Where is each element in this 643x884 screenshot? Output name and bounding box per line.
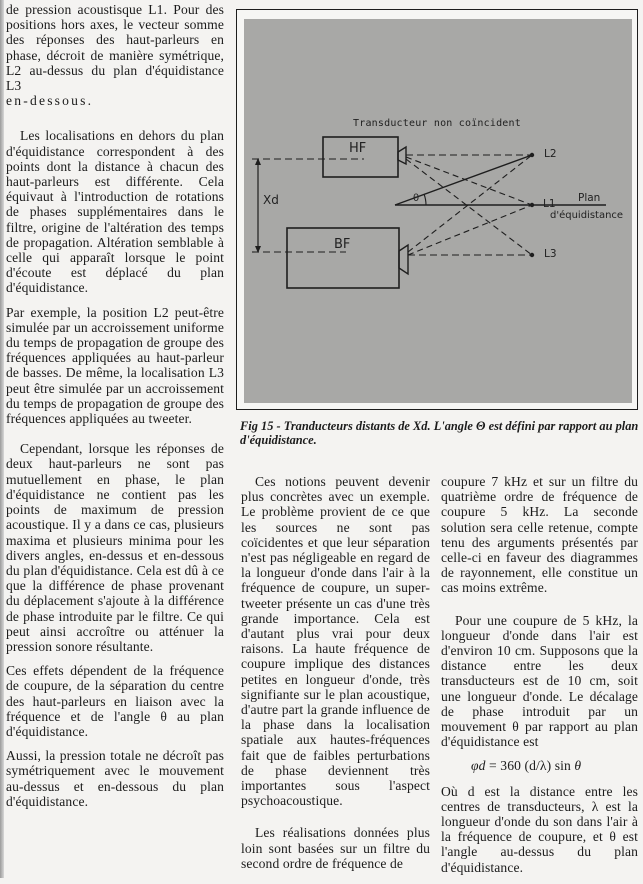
l2-label: L2: [544, 148, 557, 160]
bf-label: BF: [334, 237, 351, 252]
paragraph: Par exemple, la position L2 peut-être simulée par un accroissement uniforme du temps de propagation de groupe des fréquences appliquées au haut-parleur de basses. De même, la localisation L3 peut être simulée par un accroissement du temps de propagation de groupe des fréquences appliquées au tweeter.: [6, 304, 224, 427]
paragraph: Ces effets dépendent de la fréquence de coupure, de la séparation du centre des haut-parleurs en liaison avec la fréquence et de l'angle θ au plan d'équidistance.: [6, 663, 224, 739]
point-l2: [530, 153, 534, 157]
figure-title: Transducteur non coïncident: [353, 118, 521, 129]
point-l3: [530, 253, 534, 257]
paragraph: Ces notions peuvent devenir plus concrètes avec un exemple. Le problème provient de ce que les sources ne sont pas coïcidentes et que leur séparation n'est pas négligeable en regard de la longueur d'onde dans l'air à la fréquence de coupure, un super-tweeter présente un cas d'une très grande importance. Cela est d'autant plus vrai pour deux raisons. La haute fréquence de coupure implique des distances petites en longueur d'onde, très signifiante sur le plan acoustique, d'autre part la grande influence de la phase dans la localisation spatiale aux hautes-fréquences fait que de faibles perturbations de phase deviennent très importantes sous l'aspect psychoacoustique.: [241, 474, 430, 809]
paragraph: Les réalisations données plus loin sont basées sur un filtre du second ordre de fréquence de: [241, 825, 430, 871]
xd-text: Xd: [263, 193, 279, 207]
paragraph: en-dessous.: [6, 93, 94, 109]
text-column-right: [441, 474, 638, 884]
paragraph: Cependant, lorsque les réponses de deux haut-parleurs ne sont pas mutuellement en phase, le plan d'équidistance ne contient pas les points de maximum de pression acoustique. Il y a dans ce cas, plusieurs maxima et plusieurs minima pour les divers angles, en-dessus et en-dessous du plan d'équidistance. Cela est dû à ce que la différence de phase provenant du déplacement s'ajoute à la différence de phase introduite par le filtre. Ce qui peut ainsi accroître ou atténuer la pression sonore résultante.: [6, 441, 224, 654]
figure-15: [236, 9, 638, 410]
formula-lhs: φd: [471, 758, 486, 774]
formula-var: θ: [574, 758, 582, 774]
bf-horn: [399, 245, 408, 274]
l3-label: L3: [544, 248, 557, 260]
hf-label: HF: [349, 141, 367, 156]
page-binding-edge: [0, 0, 4, 878]
equidistance-label: d'équidistance: [550, 210, 624, 221]
figure-diagram-area: [244, 19, 632, 403]
plan-label: Plan: [578, 192, 601, 204]
paragraph: Où d est la distance entre les centres de transducteurs, λ est la longueur d'onde du son dans l'air à la fréquence de coupure, et θ est l'angle au-dessus du plan d'équidistance.: [441, 783, 638, 875]
paragraph: Pour une coupure de 5 kHz, la longueur d'onde dans l'air est d'environ 10 cm. Supposons que la distance entre les deux transducteurs est de 10 cm, soit une longueur d'onde. Le décalage de phase introduit par un mouvement θ par rapport au plan d'équidistance est: [441, 612, 638, 750]
theta-label: θ: [413, 193, 420, 204]
point-l1: [530, 203, 534, 207]
text-column-left: [6, 2, 224, 818]
phase-formula: [441, 758, 638, 773]
hf-horn: [398, 147, 406, 164]
paragraph: coupure 7 kHz et sur un filtre du quatrième ordre de fréquence de coupure 5 kHz. La seconde solution sera celle retenue, compte tenu des arguments présentés par celle-ci en faveur des diagrammes de rayonnement, elle constitue un cas moins extrême.: [441, 474, 638, 596]
paragraph: de pression acoustisque L1. Pour des positions hors axes, le vecteur somme des réponses des haut-parleurs en phase, décroit de manière symétrique, L2 au-dessus du plan d'équidistance L3: [6, 2, 224, 94]
paragraph: Aussi, la pression totale ne décroît pas symétriquement avec le mouvement au-dessus et en-dessous du plan d'équidistance.: [6, 748, 224, 809]
xd-label: [263, 193, 279, 207]
paragraph: Les localisations en dehors du plan d'équidistance correspondent à des points dont la distance à chacun des haut-parleurs est différente. Cela équivaut à l'introduction de rotations de phases supplémentaires dans le filtre, origine de l'altération des temps de propagation. Altération semblable à celle qui apparaît lorsque le point d'écoute est déplacé du plan d'équidistance.: [6, 128, 224, 296]
formula-rhs: = 360 (d/λ) sin: [489, 758, 571, 774]
figure-caption: Fig 15 - Tranducteurs distants de Xd. L'angle Θ est défini par rapport au plan d'équidistance.: [240, 419, 639, 447]
text-column-middle: [241, 474, 430, 880]
l1-label: L1: [543, 198, 556, 210]
